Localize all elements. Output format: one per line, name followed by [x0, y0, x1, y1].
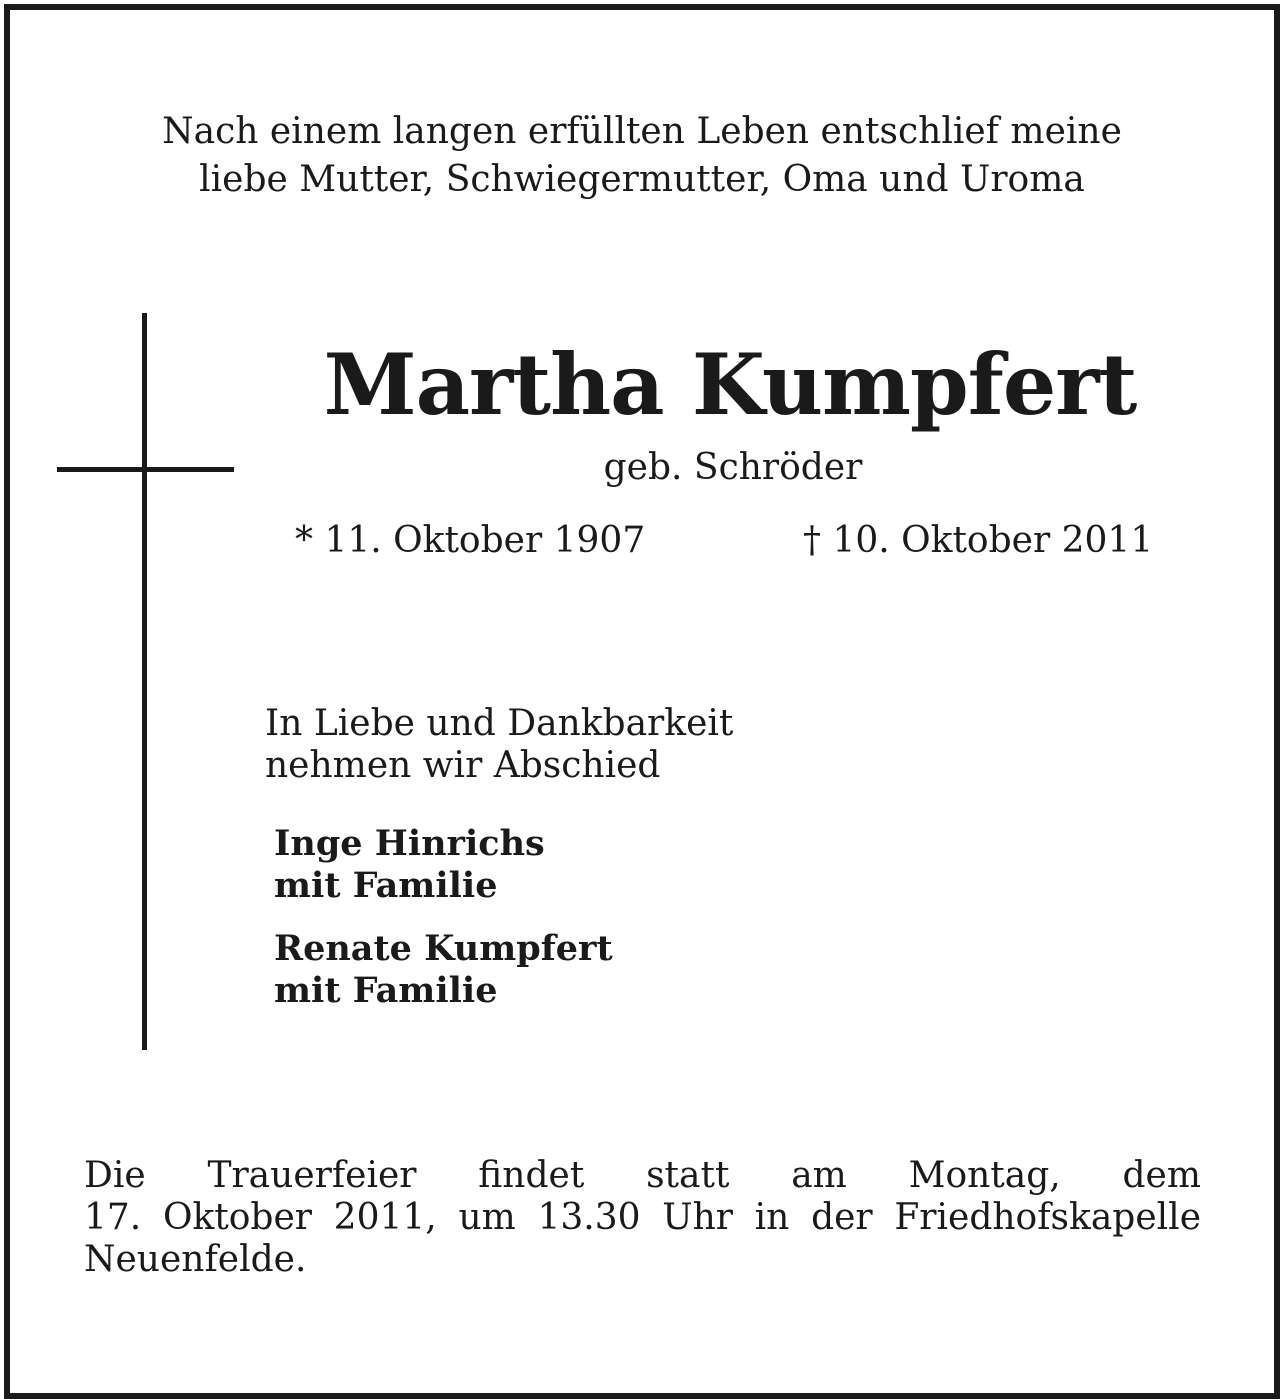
intro-line: Nach einem langen erfüllten Leben entschlief meine	[162, 111, 1122, 152]
intro-text	[60, 108, 1224, 204]
service-line: Neuenfelde.	[84, 1239, 307, 1280]
death-date: † 10. Oktober 2011	[803, 520, 1154, 561]
mourner-name: Renate Kumpfert	[274, 928, 613, 969]
cross-icon	[142, 313, 147, 1050]
intro-line: liebe Mutter, Schwiegermutter, Oma und Uroma	[199, 159, 1085, 200]
mourner-entry	[274, 928, 613, 1012]
mourner-name: Inge Hinrichs	[274, 823, 545, 864]
farewell-line: nehmen wir Abschied	[265, 745, 661, 786]
service-line: Die Trauerfeier findet statt am Montag, dem	[84, 1155, 1201, 1196]
mourner-suffix: mit Familie	[274, 865, 498, 906]
deceased-name: Martha Kumpfert	[323, 335, 1137, 434]
service-info	[84, 1155, 1201, 1281]
farewell-text	[265, 703, 733, 787]
cross-icon-bar	[57, 467, 234, 472]
mourner-suffix: mit Familie	[274, 970, 498, 1011]
maiden-name: geb. Schröder	[603, 447, 863, 488]
birth-date: * 11. Oktober 1907	[295, 520, 646, 561]
mourner-entry	[274, 823, 545, 907]
farewell-line: In Liebe und Dankbarkeit	[265, 703, 734, 744]
service-line: 17. Oktober 2011, um 13.30 Uhr in der Friedhofskapelle	[84, 1197, 1201, 1238]
